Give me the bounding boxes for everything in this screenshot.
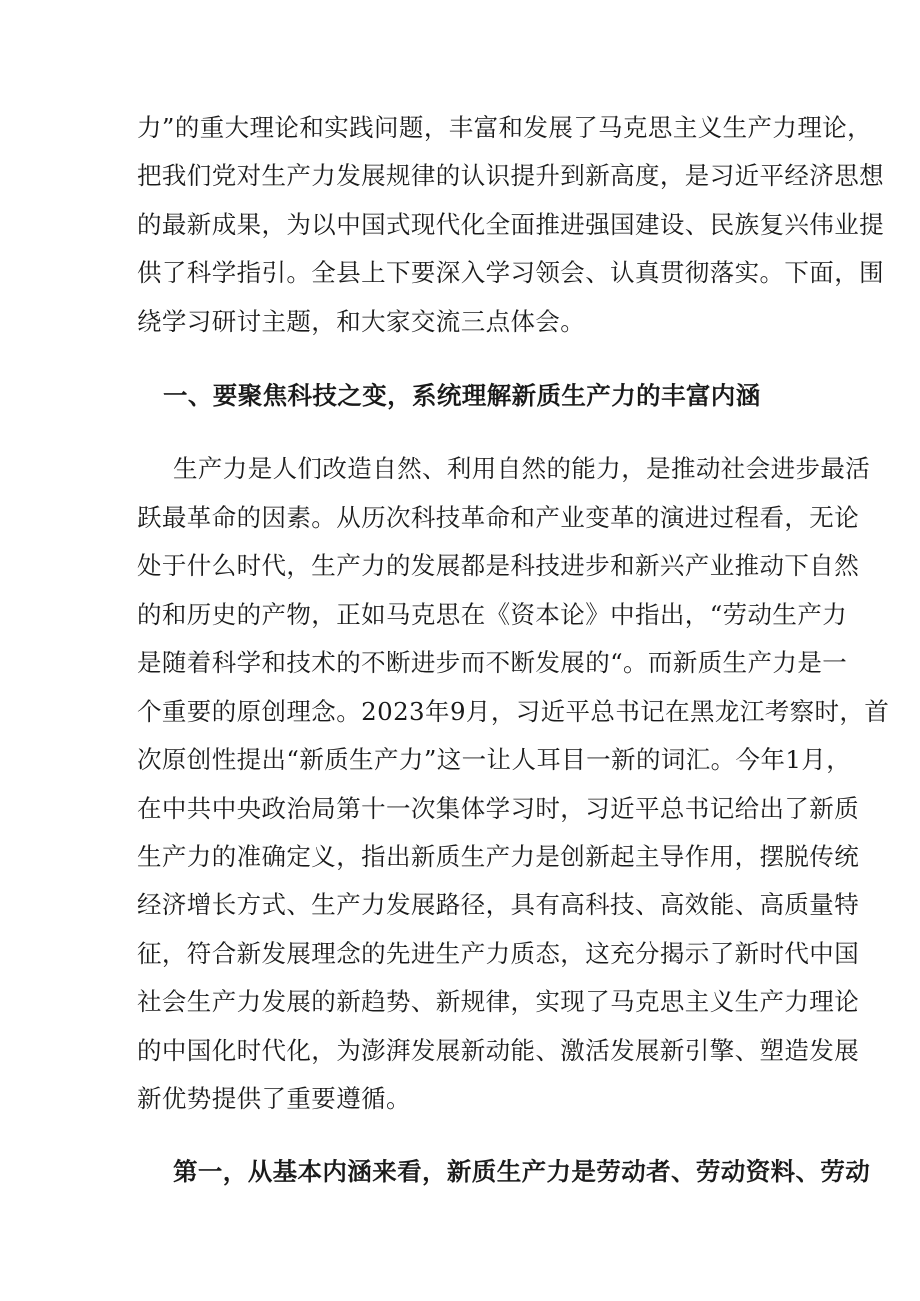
- intro-line: 绕学习研讨主题，和大家交流三点体会。: [137, 307, 586, 336]
- paragraph-line: 跃最革命的因素。从历次科技革命和产业变革的演进过程看，无论: [137, 503, 860, 532]
- intro-line: 的最新成果，为以中国式现代化全面推进强国建设、民族复兴伟业提: [137, 210, 884, 239]
- paragraph-line: 的和历史的产物，正如马克思在《资本论》中指出，“劳动生产力: [137, 600, 848, 629]
- paragraph-line: 处于什么时代，生产力的发展都是科技进步和新兴产业推动下自然: [137, 551, 860, 580]
- paragraph-line: 是随着科学和技术的不断进步而不断发展的“。而新质生产力是一: [137, 648, 848, 677]
- paragraph-line: 新优势提供了重要遵循。: [137, 1084, 411, 1113]
- paragraph-line: 经济增长方式、生产力发展路径，具有高科技、高效能、高质量特: [137, 890, 860, 919]
- subheading-first: 第一，从基本内涵来看，新质生产力是劳动者、劳动资料、劳动: [173, 1157, 871, 1186]
- paragraph-line: 生产力的准确定义，指出新质生产力是创新起主导作用，摆脱传统: [137, 842, 860, 871]
- paragraph-line: 征，符合新发展理念的先进生产力质态，这充分揭示了新时代中国: [137, 939, 860, 968]
- intro-line: 供了科学指引。全县上下要深入学习领会、认真贯彻落实。下面，围: [137, 258, 884, 287]
- paragraph-line: 在中共中央政治局第十一次集体学习时，习近平总书记给出了新质: [137, 794, 860, 823]
- paragraph-line: 次原创性提出“新质生产力”这一让人耳目一新的词汇。今年1月，: [137, 745, 852, 774]
- paragraph-line: 个重要的原创理念。2023年9月，习近平总书记在黑龙江考察时，首: [137, 697, 890, 726]
- paragraph-line: 社会生产力发展的新趋势、新规律，实现了马克思主义生产力理论: [137, 987, 860, 1016]
- section-heading: 一、要聚焦科技之变，系统理解新质生产力的丰富内涵: [163, 381, 761, 410]
- paragraph-line: 的中国化时代化，为澎湃发展新动能、激活发展新引擎、塑造发展: [137, 1036, 860, 1065]
- intro-line: 把我们党对生产力发展规律的认识提升到新高度，是习近平经济思想: [137, 161, 884, 190]
- paragraph-line: 生产力是人们改造自然、利用自然的能力，是推动社会进步最活: [173, 454, 871, 483]
- intro-line: 力”的重大理论和实践问题，丰富和发展了马克思主义生产力理论，: [137, 113, 873, 142]
